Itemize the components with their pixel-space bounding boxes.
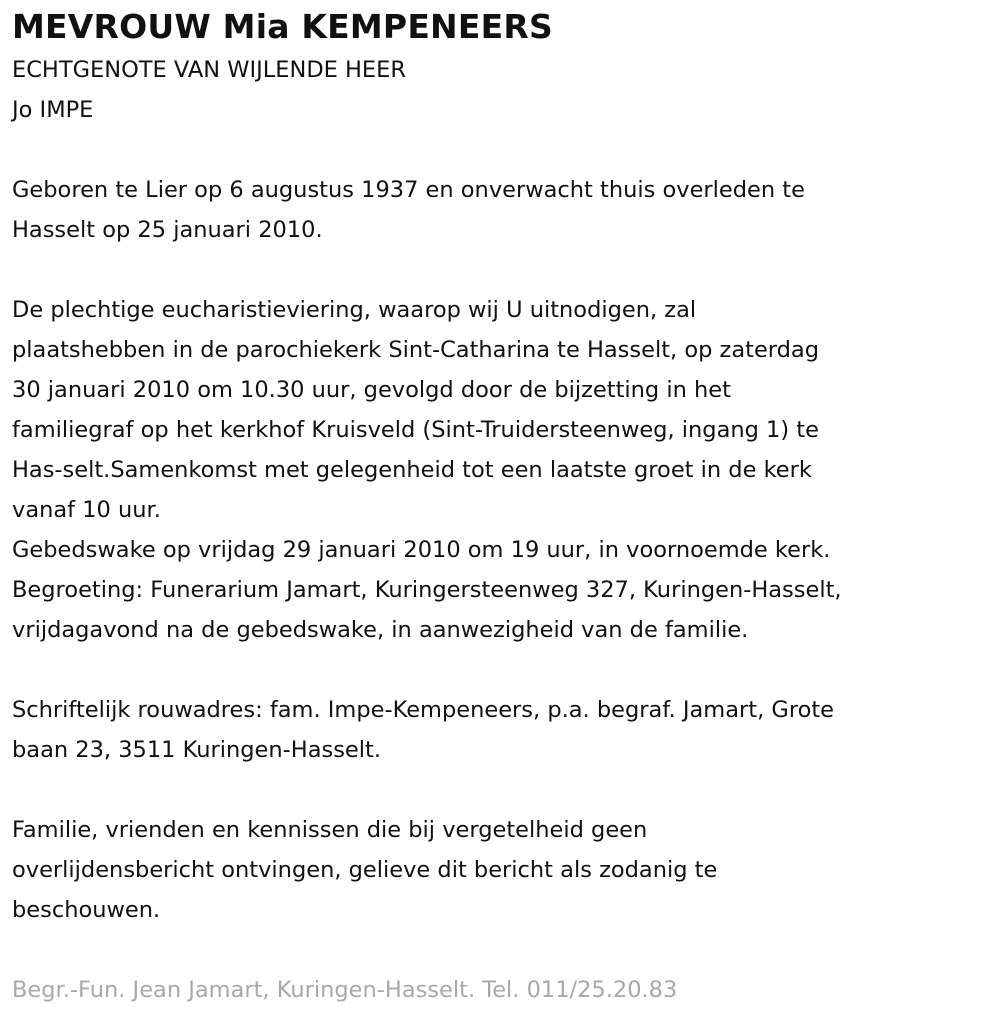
- paragraph-line: Schriftelijk rouwadres: fam. Impe-Kempeneers, p.a. begraf. Jamart, Grote: [12, 697, 835, 723]
- funeral-home-footer: Begr.-Fun. Jean Jamart, Kuringen-Hasselt. Tel. 011/25.20.83: [12, 977, 678, 1003]
- paragraph-line: vanaf 10 uur.: [12, 497, 161, 523]
- paragraph-line: overlijdensbericht ontvingen, gelieve dit bericht als zodanig te: [12, 857, 718, 883]
- paragraph-line: De plechtige eucharistieviering, waarop wij U uitnodigen, zal: [12, 297, 697, 323]
- paragraph-line: baan 23, 3511 Kuringen-Hasselt.: [12, 737, 381, 763]
- paragraph-line: familiegraf op het kerkhof Kruisveld (Sint-Truidersteenweg, ingang 1) te: [12, 417, 819, 443]
- paragraph-line: 30 januari 2010 om 10.30 uur, gevolgd door de bijzetting in het: [12, 377, 731, 403]
- paragraph: [12, 170, 997, 250]
- paragraph-line: plaatshebben in de parochiekerk Sint-Catharina te Hasselt, op zaterdag: [12, 337, 820, 363]
- paragraph: [12, 290, 997, 650]
- paragraph-line: Has-selt.Samenkomst met gelegenheid tot een laatste groet in de kerk: [12, 457, 812, 483]
- paragraph-line: Begroeting: Funerarium Jamart, Kuringersteenweg 327, Kuringen-Hasselt,: [12, 577, 842, 603]
- paragraph-line: vrijdagavond na de gebedswake, in aanwezigheid van de familie.: [12, 617, 749, 643]
- paragraph-line: Geboren te Lier op 6 augustus 1937 en onverwacht thuis overleden te: [12, 177, 805, 203]
- paragraph-line: Familie, vrienden en kennissen die bij vergetelheid geen: [12, 817, 648, 843]
- obituary-notice: [12, 4, 997, 1010]
- paragraph: [12, 810, 997, 930]
- paragraph-line: Gebedswake op vrijdag 29 januari 2010 om 19 uur, in voornoemde kerk.: [12, 537, 831, 563]
- relation-line: ECHTGENOTE VAN WIJLENDE HEER: [12, 57, 407, 83]
- deceased-name: MEVROUW Mia KEMPENEERS: [12, 7, 553, 46]
- spouse-name: Jo IMPE: [12, 97, 94, 123]
- paragraph-line: Hasselt op 25 januari 2010.: [12, 217, 323, 243]
- obituary-body: [12, 170, 997, 930]
- paragraph-line: beschouwen.: [12, 897, 161, 923]
- paragraph: [12, 690, 997, 770]
